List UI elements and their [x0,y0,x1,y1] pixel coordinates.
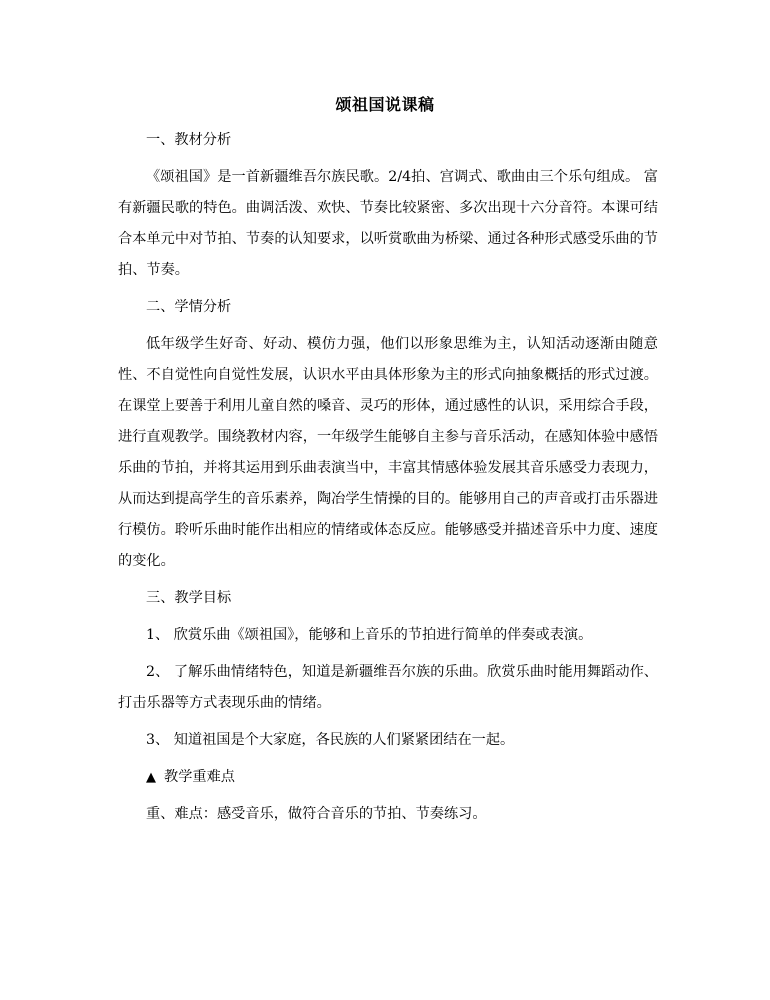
document-body [118,125,658,836]
paragraph-materials: 《颂祖国》是一首新疆维吾尔族民歌。2/4拍、宫调式、歌曲由三个乐句组成。 富有新疆民歌的特色。曲调活泼、欢快、节奏比较紧密、多次出现十六分音符。本课可结合本单元中对节拍、节奏的认知要求，以听赏歌曲为桥梁、通过各种形式感受乐曲的节拍、节奏。 [118,169,658,278]
page-title: 颂祖国说课稿 [335,95,435,114]
goal-item-3: 3、 知道祖国是个大家庭，各民族的人们紧紧团结在一起。 [146,732,515,748]
goal-item-2: 2、 了解乐曲情绪特色，知道是新疆维吾尔族的乐曲。欣赏乐曲时能用舞蹈动作、打击乐器等方式表现乐曲的情绪。 [118,664,658,711]
triangle-marker-icon: ▲ [146,770,156,785]
paragraph-students: 低年级学生好奇、好动、模仿力强，他们以形象思维为主，认知活动逐渐由随意性、不自觉性向自觉性发展，认识水平由具体形象为主的形式向抽象概括的形式过渡。在课堂上要善于利用儿童自然的嗓音、灵巧的形体，通过感性的认识，采用综合手段，进行直观教学。围绕教材内容，一年级学生能够自主参与音乐活动，在感知体验中感悟乐曲的节拍，并将其运用到乐曲表演当中，丰富其情感体验发展其音乐感受力表现力，从而达到提高学生的音乐素养，陶冶学生情操的目的。能够用自己的声音或打击乐器进行模仿。聆听乐曲时能作出相应的情绪或体态反应。能够感受并描述音乐中力度、速度的变化。 [118,336,658,569]
goal-item-1: 1、 欣赏乐曲《颂祖国》，能够和上音乐的节拍进行简单的伴奏或表演。 [146,627,593,643]
section-heading-materials: 一、教材分析 [146,132,232,148]
section-heading-students: 二、学情分析 [146,299,232,315]
section-heading-keypoints-label: 教学重难点 [164,769,235,785]
section-heading-goals: 三、教学目标 [146,590,232,606]
section-heading-keypoints [118,762,658,793]
paragraph-keypoints: 重、难点：感受音乐，做符合音乐的节拍、节奏练习。 [146,806,487,822]
